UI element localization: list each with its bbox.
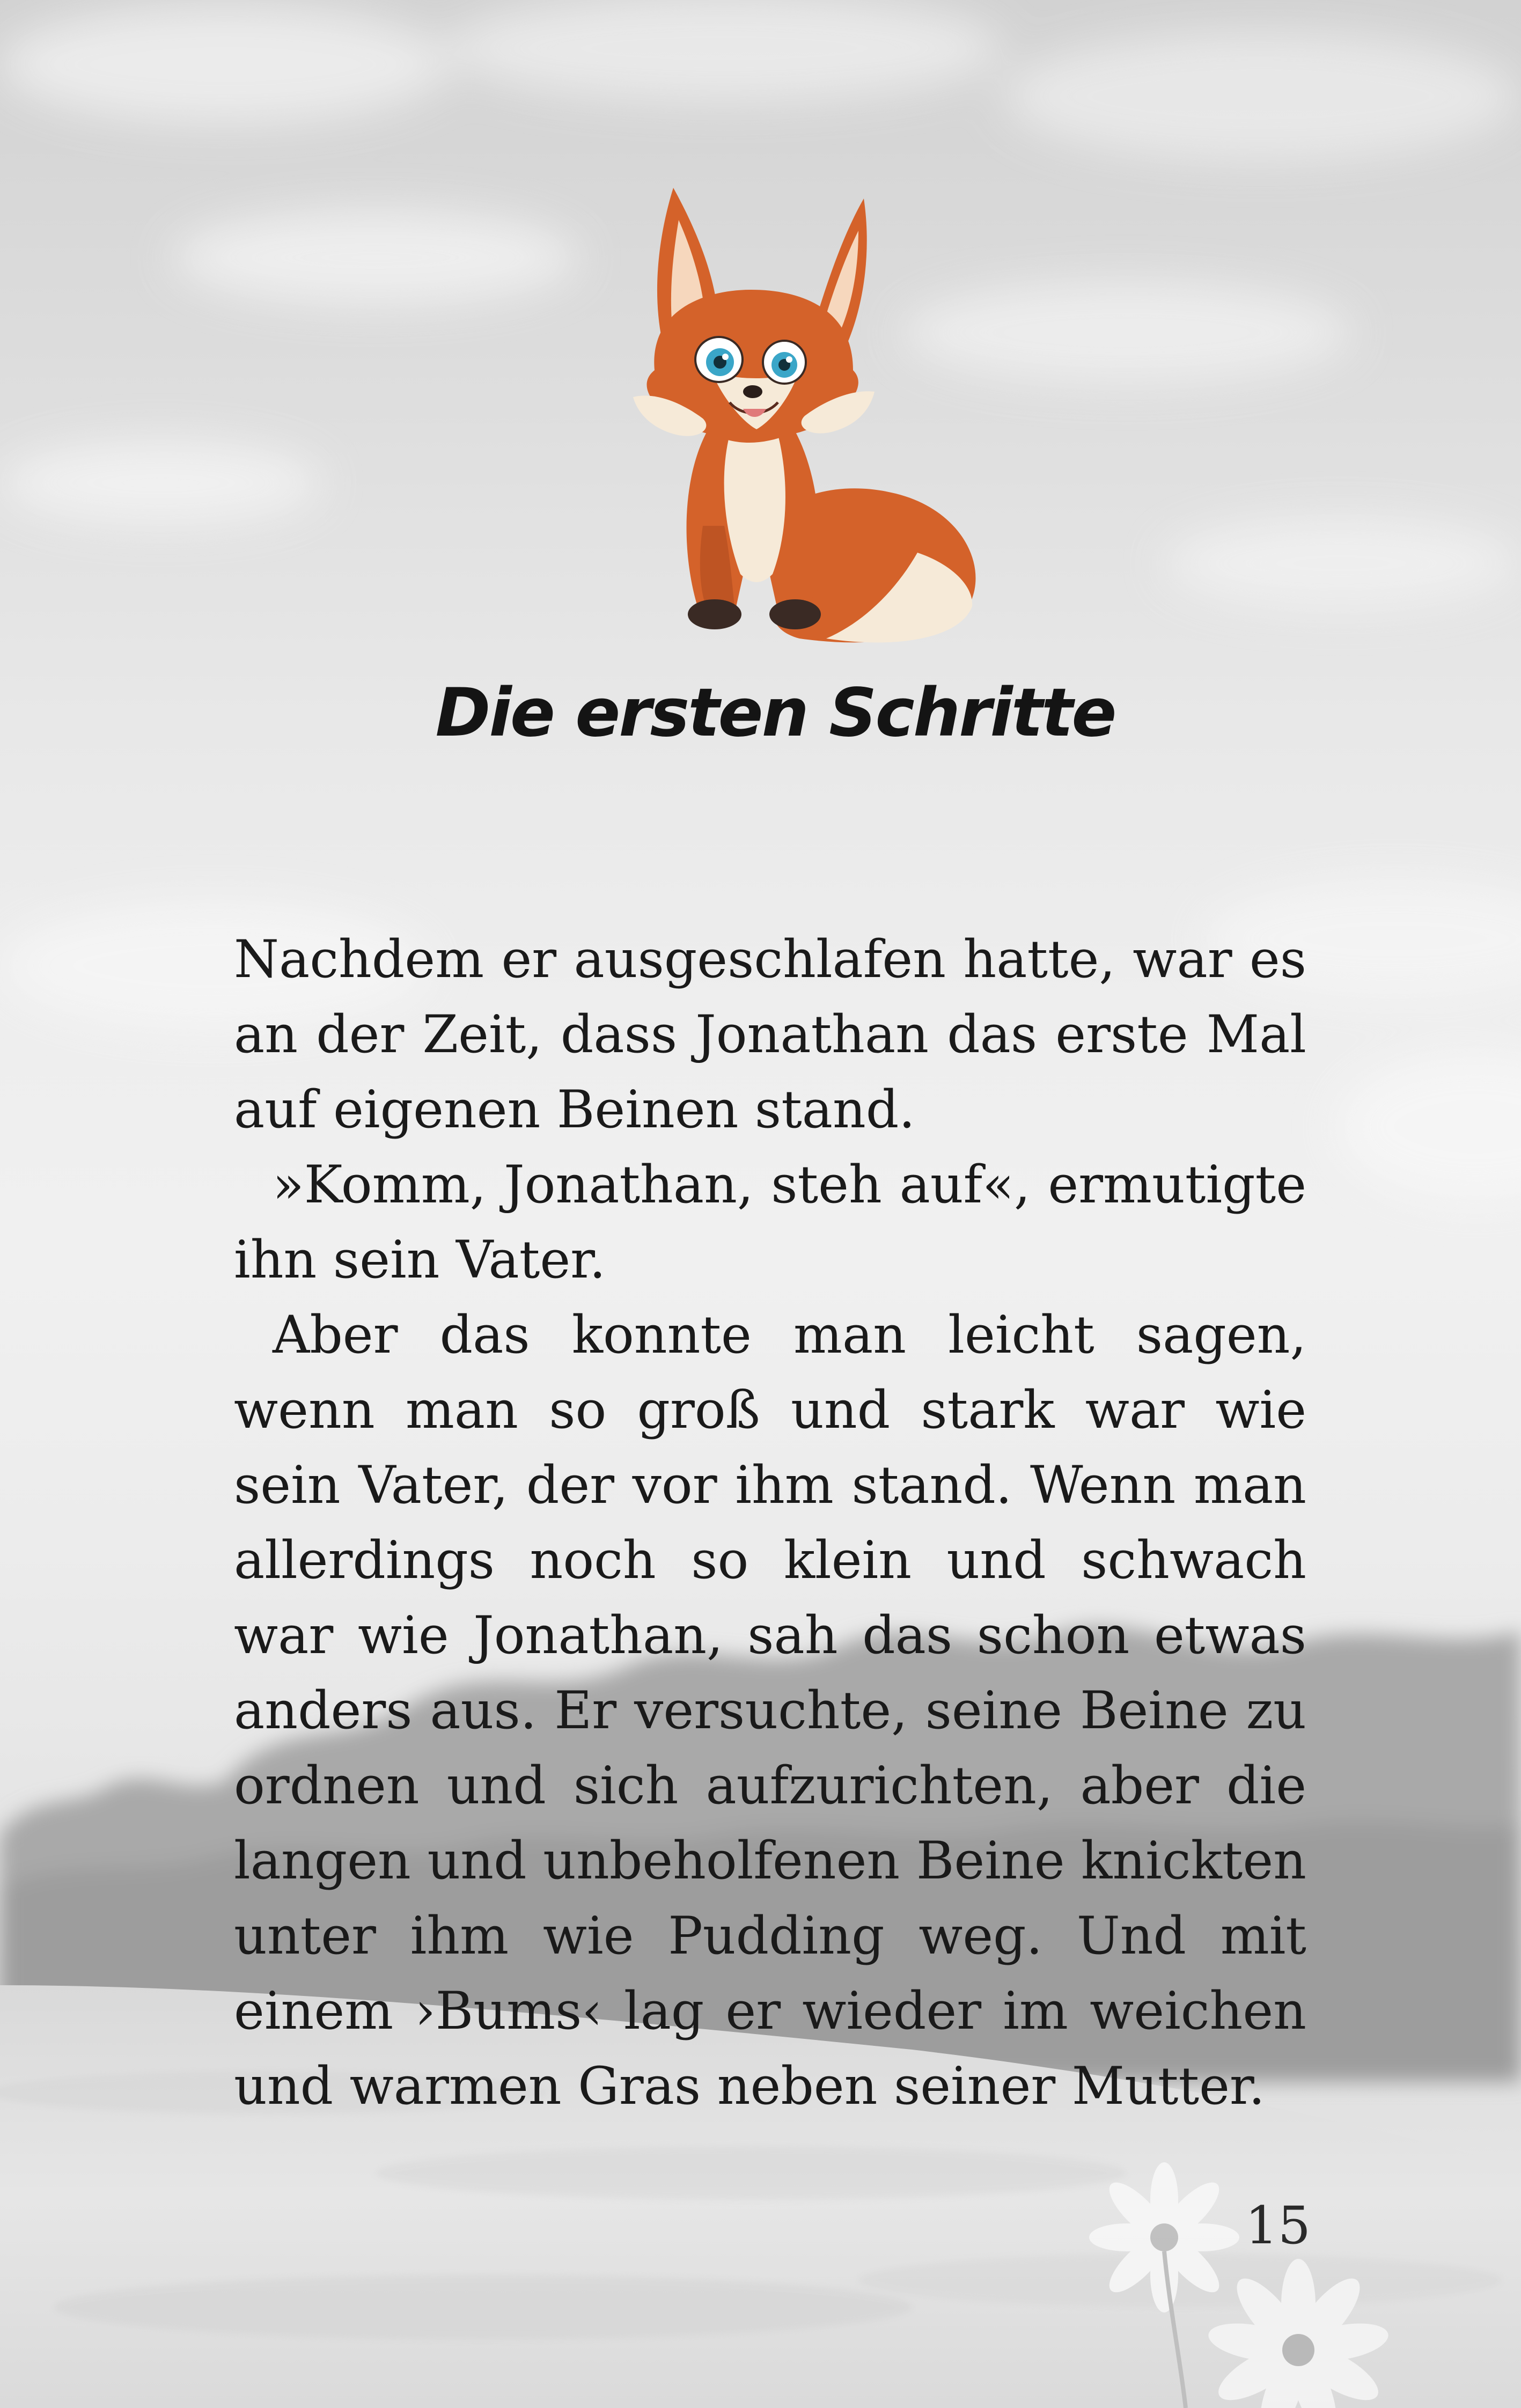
chapter-title: Die ersten Schritte [435, 674, 1115, 752]
page-number: 15 [1245, 2196, 1311, 2256]
paragraph: Nachdem er ausgeschlafen hatte, war es an der Zeit, dass Jonathan das erste Mal auf eigenen Beinen stand. [234, 929, 1306, 1140]
fox-illustration [574, 177, 993, 660]
paragraph: Aber das konnte man leicht sagen, wenn man so groß und stark war wie sein Vater, der vor ihm stand. Wenn man allerdings noch so klein und schwach war wie Jonathan, sah das schon etwas anders aus. Er versuchte, seine Beine zu ordnen und sich aufzurichten, aber die langen und unbeholfenen Beine knickten unter ihm wie Pudding weg. Und mit einem ›Bums‹ lag er wieder im weichen und warmen Gras neben seiner Mutter. [234, 1305, 1306, 2116]
chapter-body-text [234, 922, 1306, 2124]
fox-paw-right [769, 599, 821, 629]
fox-paw-left [688, 599, 741, 629]
paragraph: »Komm, Jonathan, steh auf«, ermutigte ihn sein Vater. [234, 1155, 1306, 1290]
fox-nose [743, 385, 762, 398]
